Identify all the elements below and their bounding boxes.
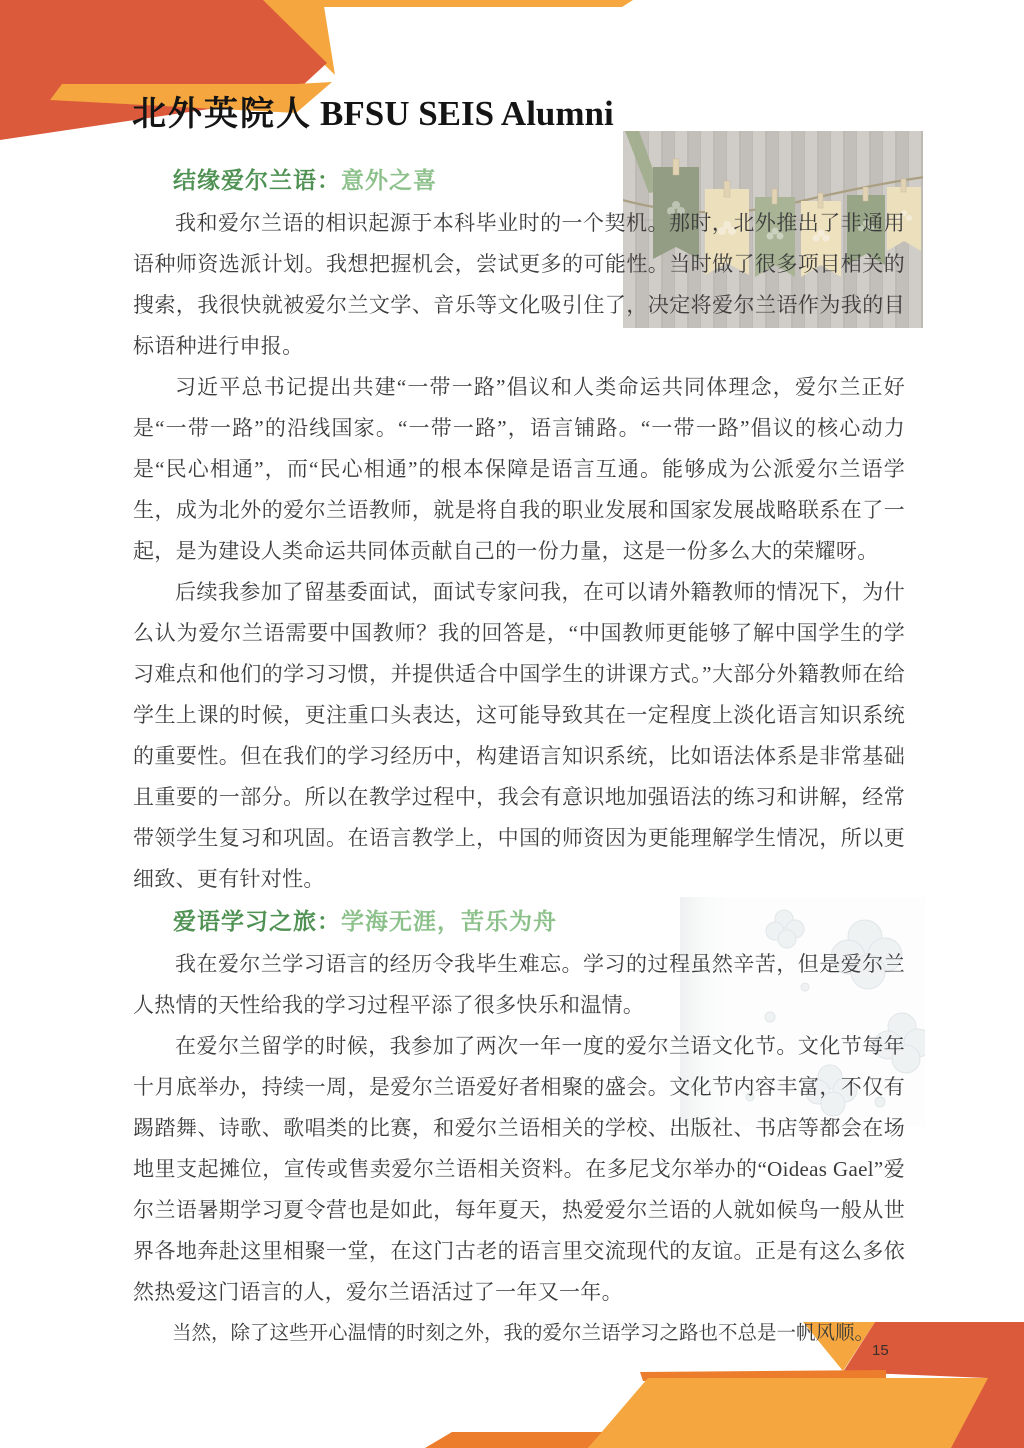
footer-orange-bottom-strip	[425, 1432, 602, 1448]
paragraph: 在爱尔兰留学的时候，我参加了两次一年一度的爱尔兰语文化节。文化节每年十月底举办，持续一周，是爱尔兰语爱好者相聚的盛会。文化节内容丰富，不仅有踢踏舞、诗歌、歌唱类的比赛，和爱尔兰语相关的学校、出版社、书店等都会在场地里支起摊位，宣传或售卖爱尔兰语相关资料。在多尼戈尔举办的“Oideas Gael”爱尔兰语暑期学习夏令营也是如此，每年夏天，热爱爱尔兰语的人就如候鸟一般从世界各地奔赴这里相聚一堂，在这门古老的语言里交流现代的友谊。正是有这么多依然热爱这门语言的人，爱尔兰语活过了一年又一年。	[133, 1034, 905, 1304]
page-number: 15	[872, 1342, 889, 1359]
paragraph: 习近平总书记提出共建“一带一路”倡议和人类命运共同体理念，爱尔兰正好是“一带一路”的沿线国家。“一带一路”，语言铺路。“一带一路”倡议的核心动力是“民心相通”，而“民心相通”的根本保障是语言互通。能够成为公派爱尔兰语学生，成为北外的爱尔兰语教师，就是将自我的职业发展和国家发展战略联系在了一起，是为建设人类命运共同体贡献自己的一份力量，这是一份多么大的荣耀呀。	[133, 375, 905, 563]
article-body	[133, 165, 905, 1354]
masthead-title-chinese: 北外英院人	[132, 95, 312, 133]
paragraph: 当然，除了这些开心温情的时刻之外，我的爱尔兰语学习之路也不总是一帆风顺。	[172, 1323, 875, 1344]
header-amber-top-strip	[295, 0, 633, 7]
section-heading-2-highlight: 学海无涯，苦乐为舟	[341, 908, 557, 934]
masthead-title	[132, 86, 614, 135]
paragraph: 我和爱尔兰语的相识起源于本科毕业时的一个契机。那时，北外推出了非通用语种师资选派计划。我想把握机会，尝试更多的可能性。当时做了很多项目相关的搜索，我很快就被爱尔兰文学、音乐等文化吸引住了，决定将爱尔兰语作为我的目标语种进行申报。	[133, 211, 905, 358]
section-heading-2-prefix: 爱语学习之旅：	[173, 908, 341, 934]
section-heading-2	[133, 906, 905, 936]
section-heading-1	[133, 165, 905, 195]
paragraph: 后续我参加了留基委面试，面试专家问我，在可以请外籍教师的情况下，为什么认为爱尔兰语需要中国教师？我的回答是，“中国教师更能够了解中国学生的学习难点和他们的学习习惯，并提供适合中国学生的讲课方式。”大部分外籍教师在给学生上课的时候，更注重口头表达，这可能导致其在一定程度上淡化语言知识系统的重要性。但在我们的学习经历中，构建语言知识系统，比如语法体系是非常基础且重要的一部分。所以在教学过程中，我会有意识地加强语法的练习和讲解，经常带领学生复习和巩固。在语言教学上，中国的师资因为更能理解学生情况，所以更细致、更有针对性。	[133, 580, 905, 891]
masthead-title-english: BFSU SEIS Alumni	[320, 94, 614, 133]
section-heading-1-prefix: 结缘爱尔兰语：	[173, 167, 341, 193]
section-heading-1-highlight: 意外之喜	[341, 167, 437, 193]
paragraph: 我在爱尔兰学习语言的经历令我毕生难忘。学习的过程虽然辛苦，但是爱尔兰人热情的天性给我的学习过程平添了很多快乐和温情。	[133, 952, 905, 1017]
footer-amber-band	[588, 1378, 988, 1448]
